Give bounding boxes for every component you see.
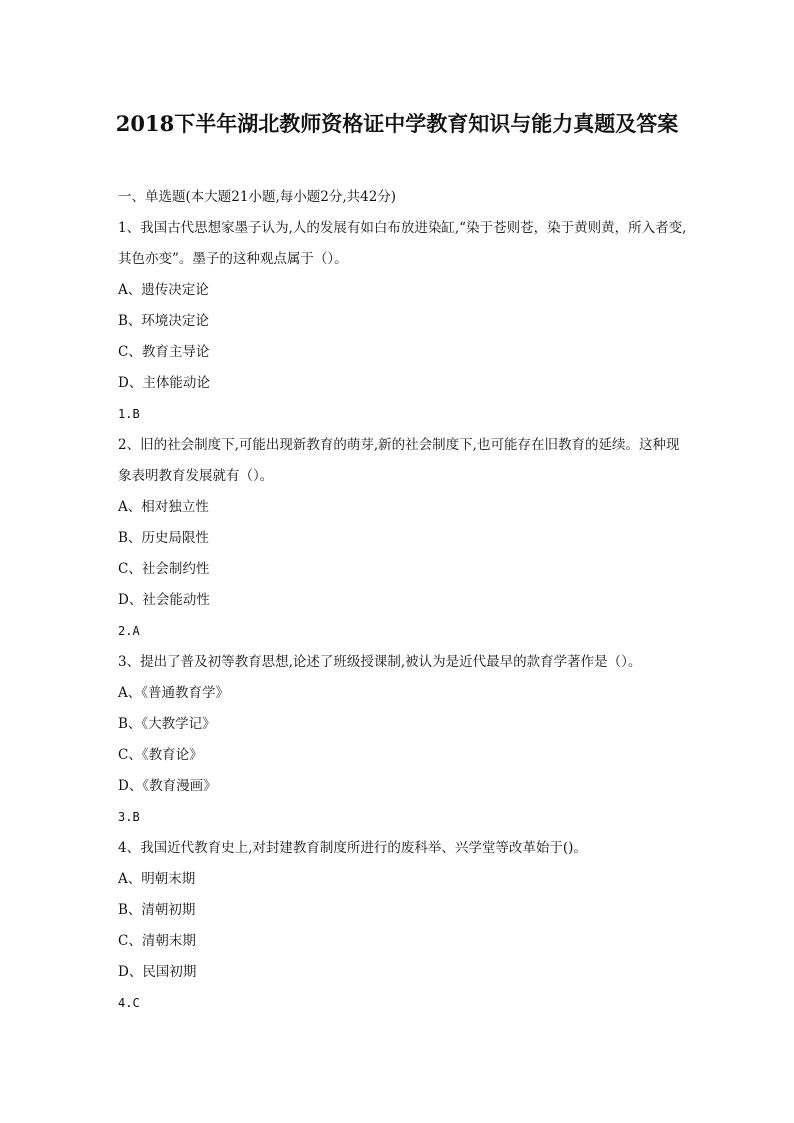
question-stem: 2、旧的社会制度下,可能出现新教育的萌芽,新的社会制度下,也可能存在旧教育的延续。这种现象表明教育发展就有（）。 (118, 437, 680, 484)
option: A、遗传决定论 (118, 282, 209, 298)
option: A、明朝末期 (118, 871, 196, 887)
option: A、《普通教育学》 (118, 685, 229, 701)
answer: 3.B (118, 810, 140, 824)
answer: 4.C (118, 996, 140, 1010)
question-stem: 3、提出了普及初等教育思想,论述了班级授课制,被认为是近代最早的款育学著作是（）。 (118, 654, 642, 670)
option: C、《教育论》 (118, 747, 203, 763)
option: B、历史局限性 (118, 530, 209, 546)
section-heading: 一、单选题(本大题21小题,每小题2分,共42分) (118, 189, 397, 205)
question-stem: 4、我国近代教育史上,对封建教育制度所进行的废科举、兴学堂等改革始于()。 (118, 840, 587, 856)
option: B、环境决定论 (118, 313, 209, 329)
answer: 2.A (118, 624, 140, 638)
option: D、民国初期 (118, 964, 197, 980)
option: B、清朝初期 (118, 902, 196, 918)
document-title: 2018下半年湖北教师资格证中学教育知识与能力真题及答案 (115, 111, 679, 136)
option: A、相对独立性 (118, 499, 209, 515)
document-body (118, 182, 688, 1019)
question-stem: 1、我国古代思想家墨子认为,人的发展有如白布放进染缸,“染于苍则苍，染于黄则黄，所入者变,其色亦变”。墨子的这种观点属于（）。 (118, 220, 687, 267)
option: C、清朝末期 (118, 933, 196, 949)
option: C、社会制约性 (118, 561, 210, 577)
option: D、主体能动论 (118, 375, 210, 391)
option: B、《大教学记》 (118, 716, 216, 732)
option: D、社会能动性 (118, 592, 210, 608)
option: C、教育主导论 (118, 344, 210, 360)
option: D、《教育漫画》 (118, 778, 217, 794)
answer: 1.B (118, 407, 140, 421)
